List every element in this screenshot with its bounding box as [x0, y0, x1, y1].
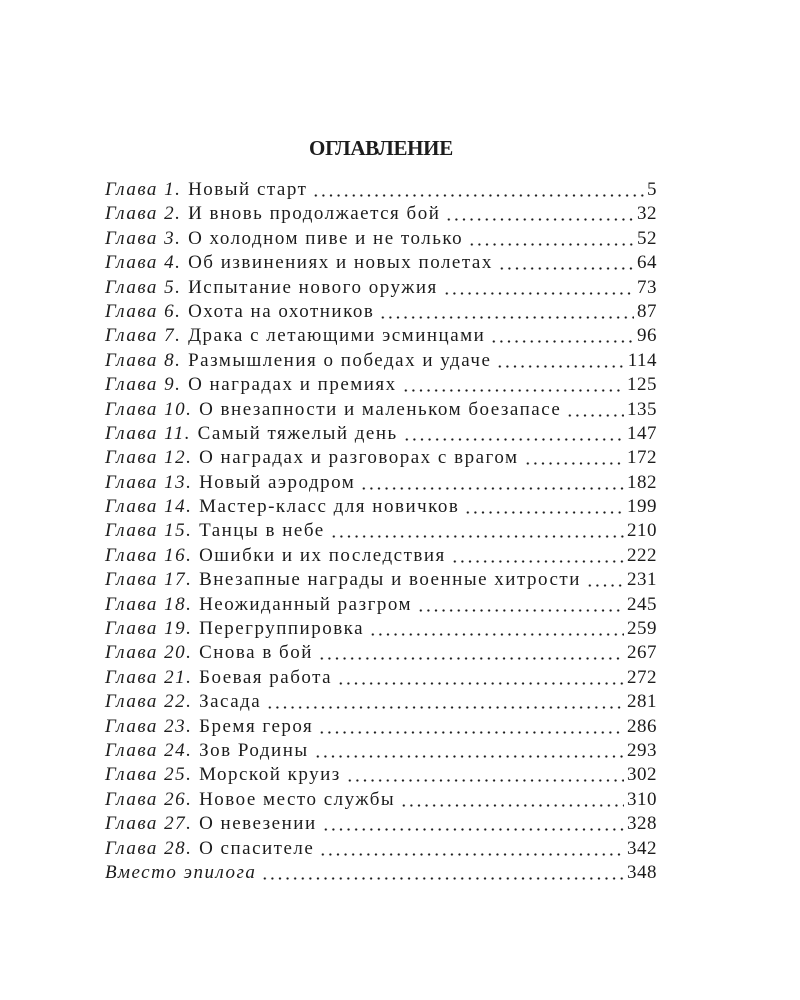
toc-entry	[105, 617, 657, 641]
page-number: 222	[627, 544, 657, 566]
dot-leader	[261, 861, 624, 885]
toc-entry	[105, 568, 657, 592]
toc-entry	[105, 227, 657, 251]
page-heading: ОГЛАВЛЕНИЕ	[309, 136, 453, 160]
dot-leader	[468, 227, 634, 251]
dot-leader	[445, 202, 634, 226]
page-number: 281	[627, 691, 657, 713]
page-number: 87	[637, 300, 657, 322]
chapter-label: Глава 4.	[105, 252, 182, 274]
toc-entry	[105, 422, 657, 446]
chapter-title: Зов Родины	[199, 739, 309, 761]
page-number: 245	[627, 593, 657, 615]
dot-leader	[266, 690, 624, 714]
dot-leader	[319, 837, 624, 861]
chapter-title: Новое место службы	[199, 788, 396, 810]
chapter-title: Размышления о победах и удаче	[188, 349, 492, 371]
page-number: 210	[627, 520, 657, 542]
toc-entry	[105, 763, 657, 787]
chapter-title: Засада	[199, 691, 262, 713]
chapter-label: Глава 11.	[105, 422, 192, 444]
page-number: 125	[627, 374, 657, 396]
chapter-title: Мастер-класс для новичков	[199, 496, 460, 518]
chapter-title: Новый аэродром	[199, 471, 356, 493]
chapter-label: Глава 13.	[105, 471, 193, 493]
dot-leader	[586, 568, 624, 592]
page-number: 52	[637, 227, 657, 249]
dot-leader	[346, 763, 624, 787]
dot-leader	[464, 495, 624, 519]
dot-leader	[490, 324, 634, 348]
toc-entry	[105, 837, 657, 861]
dot-leader	[496, 349, 624, 373]
page-number: 199	[627, 496, 657, 518]
toc-entry	[105, 471, 657, 495]
page-number: 147	[627, 422, 657, 444]
chapter-label: Глава 27.	[105, 813, 193, 835]
chapter-label: Глава 7.	[105, 325, 182, 347]
dot-leader	[402, 373, 624, 397]
page-number: 259	[627, 618, 657, 640]
dot-leader	[314, 739, 624, 763]
page-number: 342	[627, 837, 657, 859]
page-number: 182	[627, 471, 657, 493]
chapter-title: Морской круиз	[199, 764, 341, 786]
page-number: 73	[637, 276, 657, 298]
page-number: 267	[627, 642, 657, 664]
toc-list	[105, 178, 657, 885]
toc-entry	[105, 300, 657, 324]
chapter-label: Глава 23.	[105, 715, 193, 737]
chapter-label: Глава 22.	[105, 691, 193, 713]
chapter-title: Неожиданный разгром	[199, 593, 413, 615]
chapter-label: Глава 21.	[105, 666, 193, 688]
chapter-title: Об извинениях и новых полетах	[188, 252, 493, 274]
chapter-label: Глава 3.	[105, 227, 182, 249]
dot-leader	[330, 519, 624, 543]
dot-leader	[379, 300, 634, 324]
chapter-title: О холодном пиве и не только	[188, 227, 464, 249]
chapter-title: И вновь продолжается бой	[188, 203, 441, 225]
dot-leader	[337, 666, 624, 690]
toc-entry	[105, 666, 657, 690]
chapter-title: Драка с летающими эсминцами	[188, 325, 486, 347]
page-number: 114	[627, 349, 657, 371]
toc-entry	[105, 398, 657, 422]
chapter-title: Перегруппировка	[199, 618, 365, 640]
dot-leader	[403, 422, 624, 446]
chapter-title: Бремя героя	[199, 715, 314, 737]
chapter-title: О внезапности и маленьком боезапасе	[199, 398, 562, 420]
toc-entry	[105, 739, 657, 763]
chapter-label: Глава 16.	[105, 544, 193, 566]
chapter-title: Танцы в небе	[199, 520, 325, 542]
page-number: 328	[627, 813, 657, 835]
dot-leader	[318, 715, 624, 739]
toc-entry	[105, 446, 657, 470]
page-number: 64	[637, 252, 657, 274]
toc-entry	[105, 593, 657, 617]
chapter-title: Ошибки и их последствия	[199, 544, 446, 566]
dot-leader	[322, 812, 624, 836]
dot-leader	[498, 251, 634, 275]
chapter-title: Внезапные награды и военные хитрости	[199, 569, 581, 591]
chapter-label: Глава 20.	[105, 642, 193, 664]
dot-leader	[566, 398, 624, 422]
chapter-title: О наградах и премиях	[188, 374, 397, 396]
chapter-title: О спасителе	[199, 837, 315, 859]
page-number: 293	[627, 739, 657, 761]
chapter-label: Глава 8.	[105, 349, 182, 371]
toc-entry	[105, 251, 657, 275]
page-number: 310	[627, 788, 657, 810]
dot-leader	[318, 641, 624, 665]
chapter-title: О невезении	[199, 813, 317, 835]
toc-entry	[105, 861, 657, 885]
toc-entry	[105, 544, 657, 568]
chapter-title: Новый старт	[188, 179, 308, 200]
chapter-title: Испытание нового оружия	[188, 276, 438, 298]
page-number: 286	[627, 715, 657, 737]
toc-entry	[105, 178, 657, 202]
toc-entry	[105, 519, 657, 543]
chapter-label: Глава 12.	[105, 447, 193, 469]
page-number: 96	[637, 325, 657, 347]
toc-entry	[105, 641, 657, 665]
page-number: 5	[647, 179, 657, 200]
chapter-label: Глава 24.	[105, 739, 193, 761]
dot-leader	[451, 544, 624, 568]
chapter-label: Глава 25.	[105, 764, 193, 786]
toc-entry	[105, 373, 657, 397]
chapter-title: О наградах и разговорах с врагом	[199, 447, 519, 469]
chapter-title: Охота на охотников	[188, 300, 375, 322]
toc-entry	[105, 324, 657, 348]
dot-leader	[360, 471, 624, 495]
chapter-title: Боевая работа	[199, 666, 333, 688]
toc-entry	[105, 276, 657, 300]
page-number: 231	[627, 569, 657, 591]
chapter-label: Глава 9.	[105, 374, 182, 396]
toc-entry	[105, 349, 657, 373]
page-number: 32	[637, 203, 657, 225]
chapter-label: Глава 19.	[105, 618, 193, 640]
toc-entry	[105, 202, 657, 226]
chapter-label: Глава 18.	[105, 593, 193, 615]
page-number: 135	[627, 398, 657, 420]
chapter-label: Глава 17.	[105, 569, 193, 591]
toc-entry	[105, 690, 657, 714]
page-number: 348	[627, 861, 657, 883]
chapter-label: Глава 2.	[105, 203, 182, 225]
page-number: 302	[627, 764, 657, 786]
dot-leader	[524, 446, 625, 470]
chapter-label: Глава 1.	[105, 179, 182, 200]
toc-entry	[105, 812, 657, 836]
dot-leader	[312, 178, 644, 202]
chapter-label: Глава 26.	[105, 788, 193, 810]
chapter-label: Глава 5.	[105, 276, 182, 298]
chapter-label: Глава 28.	[105, 837, 193, 859]
chapter-title: Самый тяжелый день	[197, 422, 398, 444]
chapter-label: Глава 10.	[105, 398, 193, 420]
chapter-title: Снова в бой	[199, 642, 313, 664]
dot-leader	[400, 788, 624, 812]
dot-leader	[417, 593, 624, 617]
dot-leader	[369, 617, 624, 641]
chapter-label: Глава 6.	[105, 300, 182, 322]
toc-entry	[105, 788, 657, 812]
chapter-label: Вместо эпилога	[105, 861, 257, 883]
page-number: 172	[627, 447, 657, 469]
toc-entry	[105, 715, 657, 739]
page-number: 272	[627, 666, 657, 688]
toc-entry	[105, 495, 657, 519]
chapter-label: Глава 14.	[105, 496, 193, 518]
dot-leader	[443, 276, 634, 300]
chapter-label: Глава 15.	[105, 520, 193, 542]
